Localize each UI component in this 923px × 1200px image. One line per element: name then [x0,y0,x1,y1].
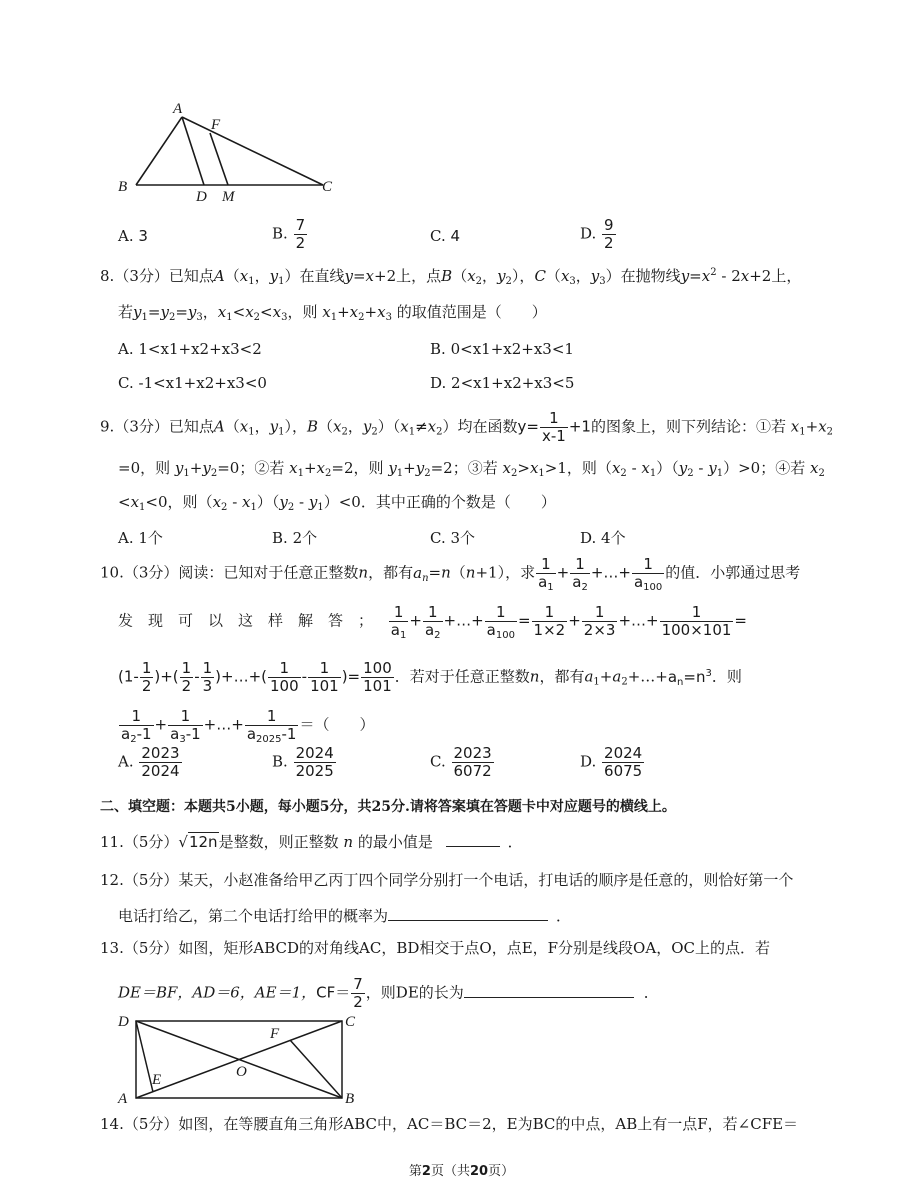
option-key: B. [430,340,446,358]
text: 发 现 可 以 这 样 解 答 ； [118,611,374,630]
fraction [294,217,308,252]
text: ，都有 [368,563,414,582]
q9-option-c[interactable] [430,527,475,548]
q10-option-c[interactable] [430,745,495,780]
text: 上，点 [396,267,442,285]
label-F: F [211,117,221,133]
q8-option-b[interactable] [430,340,574,358]
text: DE＝BF，AD＝6，AE＝1， [118,983,317,1002]
text: 电话打给乙，第二个电话打给甲的概率为 [118,907,389,925]
q8-option-c[interactable] [118,374,267,392]
q12-line-2 [118,906,571,926]
numerator: 2023 [141,744,180,762]
label-C: C [345,1014,356,1030]
question-score: （5分） [123,871,179,889]
q7-option-d[interactable] [580,217,617,252]
option-key: D. [580,752,597,771]
text: 在抛物线 [620,267,681,285]
question-number: 13. [100,939,124,957]
numerator: 2023 [453,744,492,762]
label-F: F [270,1026,280,1042]
option-key: B. [272,752,288,771]
option-value: 2个 [292,529,318,547]
q10-line-2: 发 现 可 以 这 样 解 答 ； $\frac{1}{a_1}$ + $\frac{1}{a_2}$ +…+ $\frac{1}{a_{100}}$ = $\frac{1}{1\times 2}$ + $\frac{1}{2\times 3}$ +…+ $\frac{1}{100\times 101}$ = [118,603,747,641]
section-heading: 二、填空题：本题共5小题，每小题5分，共25分.请将答案填在答题卡中对应题号的横线上。 [100,799,676,815]
text: 在直线 [299,267,345,285]
q7-option-a[interactable] [118,227,148,245]
text: 某天，小赵准备给甲乙丙丁四个同学分别打一个电话，打电话的顺序是任意的，则恰好第一个 [178,871,794,889]
q11-line: 11.（5分）√12n是整数，则正整数 n 的最小值是 ． [100,833,523,851]
q13-line-2 [118,976,659,1011]
q8-option-d[interactable] [430,374,574,392]
option-value: 1个 [138,529,163,547]
denominator: 2025 [295,762,334,780]
rectangle-figure-q13 [112,1008,362,1108]
q8-line-2: 若$y_1=y_2=y_3$，$x_1<x_2<x_3$，则 $x_1+x_2+x_3$ 的取值范围是（ ） [118,303,547,323]
q13-line-1 [100,938,770,958]
text: ，则 [353,459,384,477]
radicand: 12n [188,833,218,851]
answer-blank[interactable] [446,832,500,847]
text: ，都有 [539,667,585,686]
text: ，则 [287,303,318,321]
option-value: -1<x1+x2+x3<0 [138,374,267,392]
option-value: 1<x1+x2+x3<2 [138,340,262,358]
answer-blank[interactable] [464,983,634,998]
text: 上， [771,267,802,285]
denominator: 2024 [141,762,180,780]
numerator: 9 [604,216,614,234]
text: 阅读：已知对于任意正整数 [178,563,359,582]
text: ．其中正确的个数是（ ） [360,493,556,511]
q7-option-c[interactable] [430,227,460,245]
text: 已知点 [168,267,214,285]
label-E: E [152,1072,162,1088]
q9-option-b[interactable] [272,527,317,548]
text: 如图，矩形ABCD的对角线AC，BD相交于点O，点E，F分别是线段OA，OC上的点．若 [178,939,770,957]
option-key: C. [118,374,134,392]
question-score: （5分） [123,1115,179,1133]
question-number: 11. [100,833,124,851]
text: ，则 [167,493,198,511]
option-key: A. [118,340,134,358]
text: ；③若 [452,459,498,477]
text: 是整数，则正整数 [218,833,339,851]
question-number: 12. [100,871,124,889]
triangle-figure-q7 [110,95,350,210]
numerator: 2024 [604,744,643,762]
fraction: $\frac{1}{x-1}$ [542,409,566,445]
label-C: C [322,179,333,195]
question-score: （3分） [114,267,169,285]
text: 页） [488,1164,515,1179]
denominator: 2 [604,234,614,252]
q14-line-1 [100,1114,798,1134]
q9-option-a[interactable] [118,527,163,548]
q7-option-b[interactable] [272,217,308,252]
question-number: 8. [100,267,115,285]
text: ． [643,983,659,1002]
q8-line-1: 8.（3分）已知点$A(x_1$，$y_1$）在直线y=x+2上，点$B(x_2$，$y_2$），$C(x_3$，$y_3$）在抛物线$y=x^2 - 2x+2$上， [100,267,802,287]
q9-line-3: $<x_1<0$，则$(x_2 - x_1)(y_2 - y_1)<0$．其中正确的个数是（ ） [118,493,556,513]
q9-line-2: =0，则 $y_1+y_2=0$；②若 $x_1+x_2=2$，则 $y_1+y_2=2$；③若 $x_2>x_1>1$，则$(x_2 - x_1)(y_2 - y_1)>0$；④若 $x_2$ [118,459,825,479]
denominator: 2 [295,234,306,252]
text: ． [507,833,523,851]
page-footer [0,1160,923,1179]
option-key: C. [430,529,446,547]
q10-line-3: (1- $\frac{1}{2}$ )+( $\frac{1}{2}$ - $\frac{1}{3}$ )+…+( $\frac{1}{100}$ - $\frac{1}{101}$ )= $\frac{100}{101}$ ．若对于任意正整数n，都有$a_1+a_2+\dots+a_n=n^3$．则 [118,659,742,695]
option-value: 3 [138,227,148,245]
text: ． [556,907,572,925]
text: ，则DE的长为 [365,983,464,1002]
question-number: 9. [100,417,115,436]
text: 的取值范围是（ ） [396,303,547,321]
numerator: 7 [295,216,306,234]
label-B: B [345,1091,355,1107]
question-score: （3分） [114,417,169,436]
denominator: 6075 [604,762,643,780]
q8-option-a[interactable] [118,340,262,358]
option-value: 3个 [450,529,476,547]
q10-line-1: 10.（3分）阅读：已知对于任意正整数n，都有$a_n=n(n+1)$，求 $\frac{1}{a_1}$ + $\frac{1}{a_2}$ +…+ $\frac{1}{a_{100}}$ 的值．小郭通过思考 [100,555,801,593]
text: 页（共 [430,1164,470,1179]
text: 的值．小郭通过思考 [665,563,801,582]
text: =0，则 [118,459,171,477]
label-O: O [236,1064,247,1080]
option-key: D. [580,224,597,243]
option-key: A. [118,752,134,771]
question-score: （5分） [123,833,179,851]
text: 均在函数 [457,417,518,436]
label-A: A [173,101,183,117]
q10-option-b[interactable] [272,745,337,780]
option-key: C. [430,227,446,245]
denominator: 2 [353,993,363,1011]
q10-option-a[interactable] [118,745,183,780]
sqrt-expression: √12n [178,833,218,851]
total-pages: 20 [469,1164,489,1179]
option-key: B. [272,529,288,547]
text: 如图，在等腰直角三角形ABC中，AC＝BC＝2，E为BC的中点，AB上有一点F，若∠CFE＝ [178,1115,799,1133]
text: ；②若 [239,459,285,477]
text: 第 [408,1164,422,1179]
question-score: （3分） [123,563,179,582]
text: ．则 [711,667,742,686]
text: 的图象上，则下列结论：①若 [590,417,786,436]
text: ＝（ ） [299,715,375,734]
option-key: D. [430,374,447,392]
option-key: A. [118,529,134,547]
text: ，则 [566,459,597,477]
label-A: A [118,1091,128,1107]
text: 已知点 [168,417,214,436]
label-B: B [118,179,128,195]
numerator: 2024 [295,744,334,762]
label-D: D [196,189,207,205]
text: 的最小值是 [357,833,433,851]
label-M: M [222,189,235,205]
q9-option-d[interactable] [580,527,626,548]
option-key: B. [272,224,288,243]
q9-line-1: 9.（3分）已知点$A(x_1$，$y_1$），$B(x_2$，$y_2)(x_1\ne x_2)$均在函数y= $\frac{1}{x-1}$ +1的图象上，则下列结论：①若 $x_1+x_2$ [100,409,834,445]
q10-option-d[interactable] [580,745,645,780]
option-key: A. [118,227,134,245]
text: ．若对于任意正整数 [394,667,530,686]
option-value: 4个 [601,529,626,547]
label-D: D [118,1014,129,1030]
text: ；④若 [760,459,806,477]
option-value: 4 [450,227,461,245]
question-number: 10. [100,563,124,582]
question-score: （5分） [123,939,179,957]
option-value: 0<x1+x2+x3<1 [450,340,574,358]
current-page: 2 [421,1164,431,1179]
denominator: 6072 [453,762,492,780]
text: 若 [118,303,134,321]
text: ，求 [505,563,536,582]
q12-line-1 [100,870,793,890]
numerator: 7 [353,975,363,993]
option-value: 2<x1+x2+x3<5 [451,374,575,392]
option-key: D. [580,529,597,547]
text: CF＝ [316,983,351,1002]
fraction [602,217,616,252]
q10-line-4: $\frac{1}{a_2-1}$ + $\frac{1}{a_3-1}$ +…+ $\frac{1}{a_{2025}-1}$ ＝（ ） [121,707,375,745]
answer-blank[interactable] [388,906,548,921]
option-key: C. [430,752,446,771]
question-number: 14. [100,1115,124,1133]
